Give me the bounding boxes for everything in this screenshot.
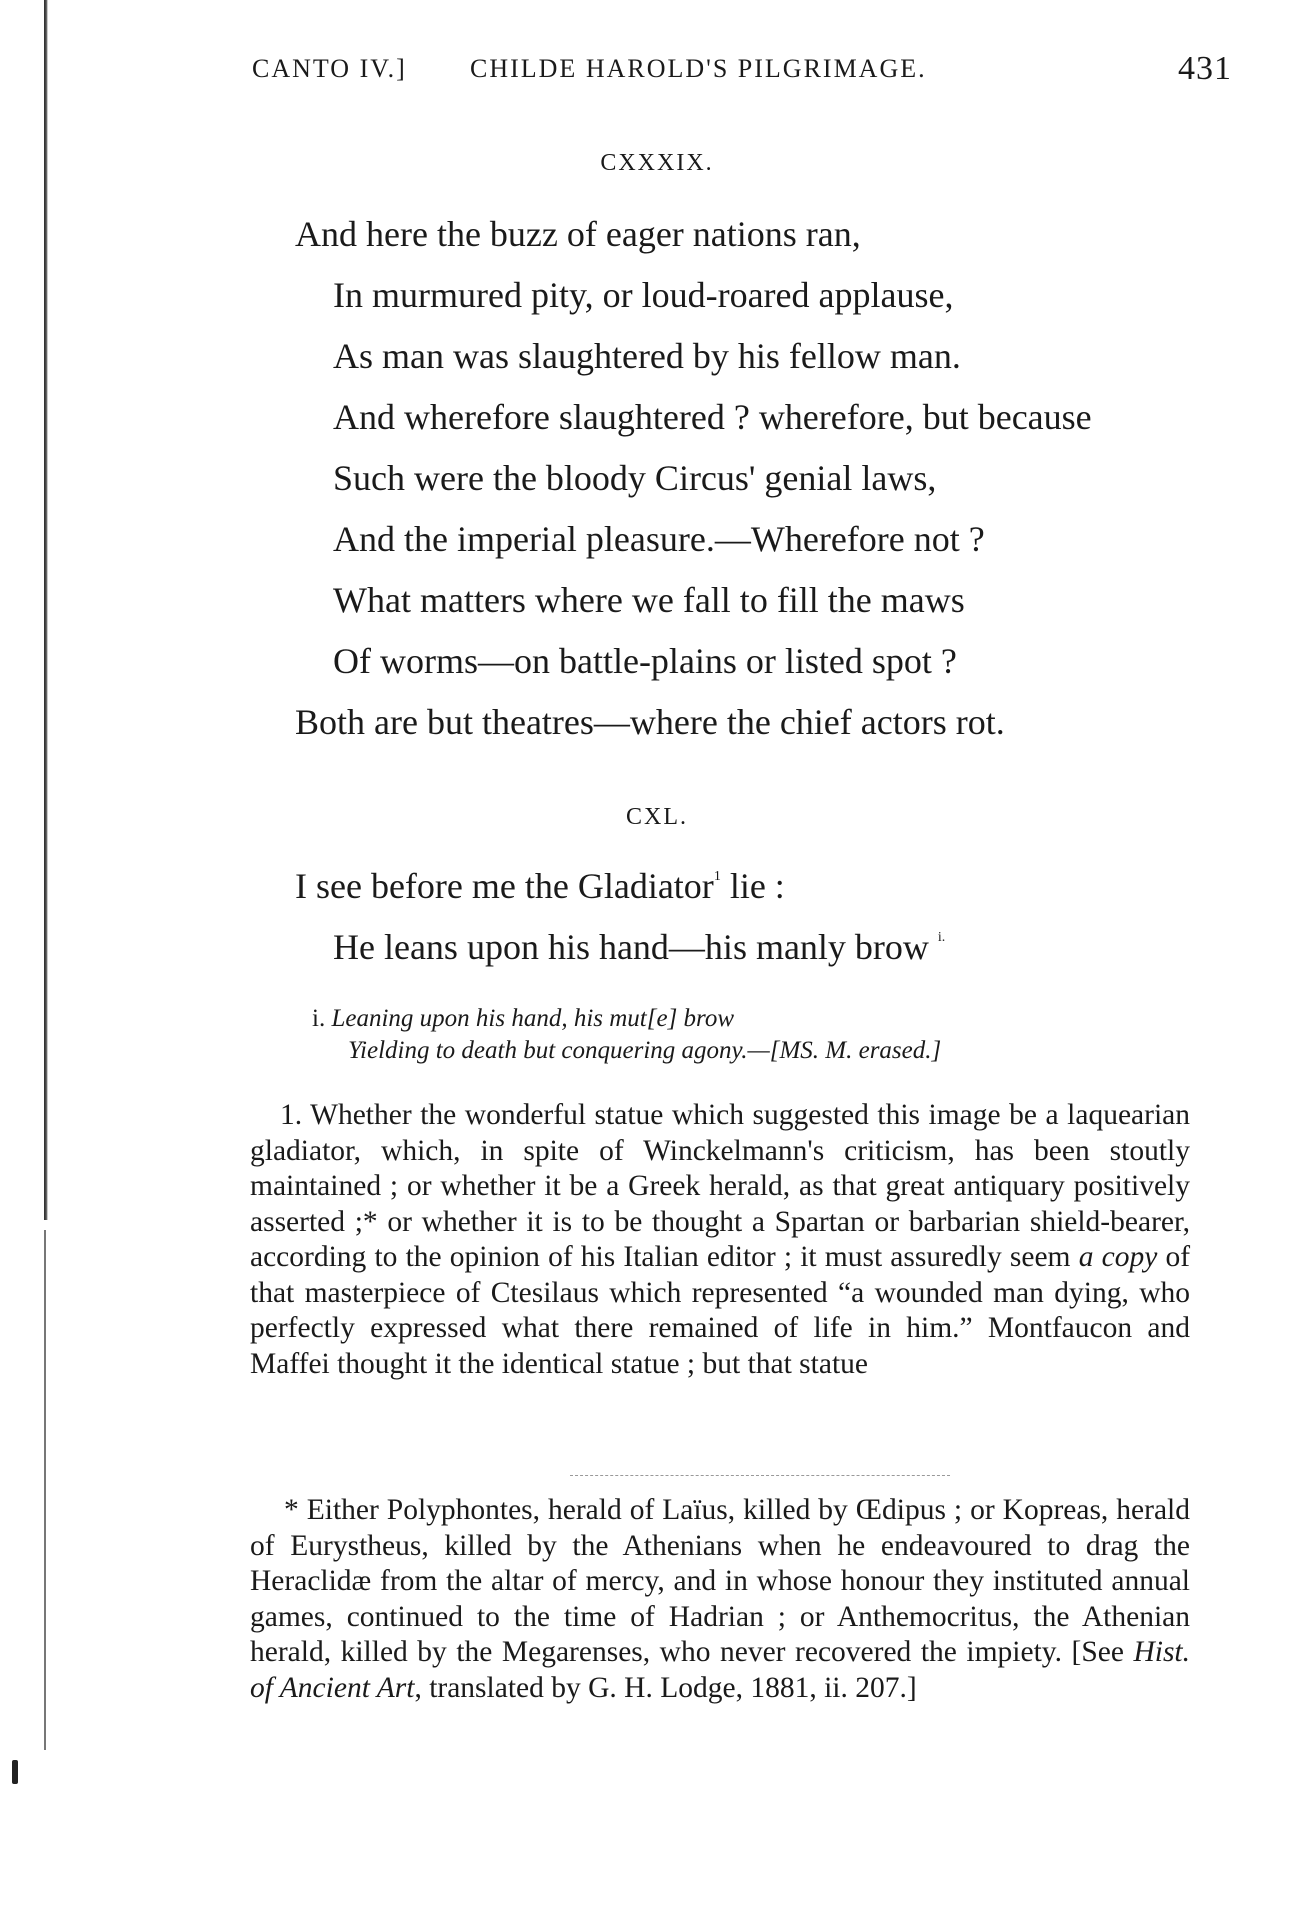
verse-line [295, 917, 945, 978]
footnote-text: * Either Polyphontes, herald of Laïus, killed by Œdipus ; or Kopreas, herald of Eurystheus, killed by the Athenians when he endeavoured to drag the Heraclidæ from the altar of mercy, and in whose honour they instituted annual games, continued to the time of Hadrian ; or Anthemocritus, the Athenian herald, killed by the Megarenses, who never recovered the impiety. [See [250, 1494, 1190, 1668]
verse-line: As man was slaughtered by his fellow man. [333, 336, 961, 376]
footnote [250, 1493, 1190, 1706]
page-number: 431 [1178, 50, 1232, 87]
note-italic: a copy [1078, 1241, 1158, 1273]
note-paragraph [250, 1098, 1190, 1382]
verse-line: Both are but theatres—where the chief actors rot. [295, 702, 1005, 742]
verse-line: And wherefore slaughtered ? wherefore, but because [333, 397, 1092, 437]
variant-marker: i. [312, 1005, 326, 1032]
footnote-text: , translated by G. H. Lodge, 1881, ii. 207.] [414, 1671, 917, 1704]
verse-line [295, 856, 945, 917]
page-binding-edge-lower [44, 1230, 46, 1750]
stanza-number-cxxxix: CXXXIX. [600, 150, 714, 176]
variant-source: —[MS. M. erased.] [747, 1037, 942, 1064]
note-ref: 1 [713, 869, 721, 884]
verse-text: He leans upon his hand—his manly brow [333, 927, 929, 967]
stanza-cxl [295, 856, 945, 978]
page-binding-edge [44, 0, 48, 1220]
header-canto: CANTO IV.] [252, 54, 407, 83]
variant-line [312, 1003, 941, 1035]
variant-text: Yielding to death but conquering agony. [348, 1037, 748, 1064]
note-text: of that masterpiece of Ctesilaus which represented “a wounded man dying, who perfectly expressed what there remained of life in him.” Montfaucon and Maffei thought it the identical statue ; but that statue [250, 1241, 1191, 1380]
verse-line: And here the buzz of eager nations ran, [295, 214, 861, 254]
stanza-number-cxl: CXL. [626, 804, 688, 830]
variant-reading [312, 1003, 941, 1067]
verse-text: lie : [720, 866, 785, 906]
verse-line: In murmured pity, or loud-roared applause, [333, 275, 954, 315]
variant-line [312, 1035, 941, 1067]
editorial-note [250, 1098, 1190, 1382]
verse-line: Such were the bloody Circus' genial laws, [333, 458, 937, 498]
footnote-italic: Hist. of Ancient Art [250, 1636, 1191, 1704]
footnote-rule [570, 1475, 950, 1476]
variant-text: Leaning upon his hand, his mut[e] brow [331, 1005, 735, 1032]
footnote-paragraph [250, 1493, 1190, 1706]
verse-line: Of worms—on battle-plains or listed spot ? [333, 641, 957, 681]
note-text: Whether the wonderful statue which suggested this image be a laquearian gladiator, which, in spite of Winckelmann's criticism, has been stoutly maintained ; or whether it be a Greek herald, as that great antiquary positively asserted ;* or whether it is to be thought a Spartan or barbarian shield-bearer, according to the opinion of his Italian editor ; it must assuredly seem [250, 1099, 1190, 1273]
verse-line: What matters where we fall to fill the maws [333, 580, 965, 620]
variant-ref: i. [937, 930, 946, 945]
margin-mark [12, 1760, 18, 1784]
running-header [252, 50, 1232, 94]
verse-text: I see before me the Gladiator [295, 866, 714, 906]
note-marker: 1. [280, 1099, 303, 1131]
stanza-cxxxix [295, 204, 1092, 753]
verse-line: And the imperial pleasure.—Wherefore not ? [333, 519, 985, 559]
header-title: CHILDE HAROLD'S PILGRIMAGE. [470, 54, 927, 83]
